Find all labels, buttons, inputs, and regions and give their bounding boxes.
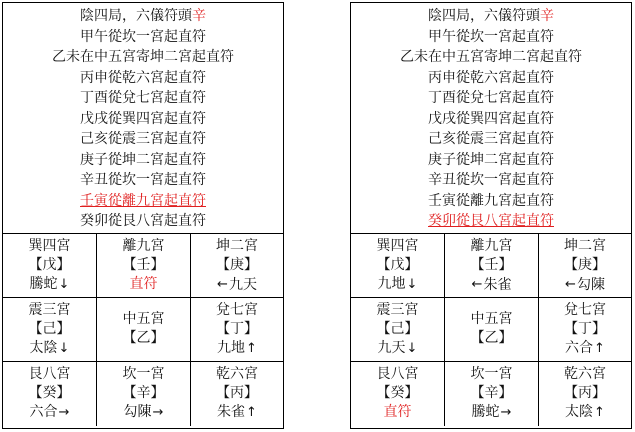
palace-star-label: 朱雀 (217, 404, 246, 420)
palace-star-label: 直符 (129, 276, 158, 292)
chart-title (351, 6, 631, 27)
palace-star-line (191, 275, 283, 295)
palace-stem: 【丙】 (564, 385, 606, 401)
chart-title-highlight: 辛 (540, 8, 554, 24)
rule-line: 甲午從坎一宮起直符 (80, 28, 206, 45)
up-arrow-icon: ↑ (594, 404, 605, 420)
up-arrow-icon: ↑ (246, 404, 257, 420)
right-arrow-icon: → (58, 404, 70, 420)
palace-star (30, 339, 70, 358)
palace-cell (97, 298, 191, 362)
rule-line: 乙未在中五宮寄坤二宮起直符 (52, 49, 234, 65)
palace-star (30, 275, 70, 294)
palace-stem: 【癸】 (28, 385, 71, 401)
palace-star (124, 403, 164, 422)
left-arrow-icon: ← (217, 277, 228, 292)
palace-star (565, 403, 605, 422)
palace-cell (3, 298, 97, 362)
palace-star-label: 朱雀 (483, 276, 512, 293)
palace-cell (445, 298, 539, 362)
palace-stem: 【壬】 (122, 257, 165, 273)
down-arrow-icon: ↓ (406, 276, 418, 292)
palace-stem: 【己】 (28, 321, 71, 337)
palace-cell (445, 362, 539, 426)
chart-title-text: 陰四局，六儀符頭 (428, 8, 540, 24)
palace-star-label: 六合 (565, 340, 594, 356)
palace-name: 乾六宮 (564, 366, 606, 382)
rule-line: 癸卯從艮八宮起直符 (80, 213, 206, 229)
palace-name: 艮八宮 (376, 366, 419, 382)
palace-cell (539, 234, 631, 298)
palace-stem: 【庚】 (564, 257, 606, 273)
palace-cell (97, 362, 191, 426)
rule-line: 甲午從坎一宮起直符 (428, 28, 554, 45)
rule-line: 丙申從乾六宮起直符 (80, 69, 206, 86)
palace-star (565, 276, 605, 295)
palace-star-line (445, 275, 538, 295)
palace-cell (351, 298, 445, 362)
palace-star (217, 339, 257, 358)
left-chart-panel (2, 2, 284, 429)
rule-line: 己亥從震三宮起直符 (80, 131, 206, 147)
palace-name: 震三宮 (376, 302, 419, 318)
palace-stem: 【戊】 (28, 257, 71, 273)
palace-stem: 【乙】 (470, 330, 513, 346)
palace-star-line (191, 339, 283, 358)
palace-name: 震三宮 (28, 302, 71, 318)
palace-star-line (97, 403, 190, 422)
palace-stem: 【己】 (376, 321, 419, 337)
rule-line: 癸卯從艮八宮起直符 (428, 213, 554, 229)
palace-cell (3, 234, 97, 298)
palace-star-line (351, 403, 444, 422)
palace-stem: 【辛】 (470, 385, 513, 401)
palace-stem: 【庚】 (216, 257, 258, 273)
rule-line: 辛丑從坎一宮起直符 (80, 172, 206, 188)
rule-line: 壬寅從離九宮起直符 (428, 192, 554, 209)
palace-name: 兌七宮 (564, 302, 606, 318)
palace-star-line (351, 275, 444, 294)
palace-star-line (539, 403, 631, 422)
palace-star-label: 九地 (217, 340, 246, 356)
palace-name: 乾六宮 (216, 366, 258, 382)
rule-line: 戊戌從巽四宮起直符 (80, 110, 206, 127)
palace-name: 巽四宮 (376, 238, 419, 254)
palace-cell (191, 234, 283, 298)
palace-star-line (97, 275, 190, 294)
rules-list (351, 3, 631, 234)
palace-stem: 【壬】 (470, 257, 513, 273)
palace-cell (191, 298, 283, 362)
palace-name: 中五宮 (470, 311, 513, 327)
chart-title-highlight: 辛 (192, 8, 206, 24)
palace-star-line (445, 403, 538, 422)
palace-star-line (191, 403, 283, 422)
palace-star-line (351, 339, 444, 358)
palace-stem: 【丁】 (564, 321, 606, 337)
palace-cell (351, 234, 445, 298)
palace-stem: 【丁】 (216, 321, 258, 337)
up-arrow-icon: ↑ (246, 340, 257, 356)
palace-star-label: 騰蛇 (29, 276, 58, 292)
palace-name: 兌七宮 (216, 302, 258, 318)
chart-title-text: 陰四局，六儀符頭 (80, 8, 192, 24)
right-arrow-icon: → (152, 404, 164, 420)
palace-name: 坎一宮 (122, 366, 165, 382)
rule-line: 丙申從乾六宮起直符 (428, 69, 554, 86)
palace-star-line (3, 403, 96, 422)
rule-line: 戊戌從巽四宮起直符 (428, 110, 554, 127)
palace-star-label: 太陰 (565, 404, 594, 420)
palace-grid (351, 234, 631, 426)
palace-star-label: 九天 (228, 276, 257, 293)
palace-star (130, 275, 158, 294)
right-arrow-icon: → (500, 404, 512, 420)
rule-line: 庚子從坤二宮起直符 (80, 151, 206, 168)
palace-star-label: 六合 (29, 404, 58, 420)
palace-star (384, 403, 412, 422)
rule-line: 丁酉從兌七宮起直符 (80, 90, 206, 106)
palace-name: 坤二宮 (564, 238, 606, 254)
rule-line: 庚子從坤二宮起直符 (428, 151, 554, 168)
palace-star-label: 勾陳 (123, 404, 152, 420)
palace-star-label: 九地 (377, 276, 406, 292)
rules-list (3, 3, 283, 234)
palace-stem: 【癸】 (376, 385, 419, 401)
palace-name: 坤二宮 (216, 238, 258, 254)
palace-name: 坎一宮 (470, 366, 513, 382)
palace-star-label: 直符 (383, 404, 412, 420)
down-arrow-icon: ↓ (406, 340, 418, 356)
palace-star-line (539, 275, 631, 295)
palace-cell (97, 234, 191, 298)
palace-star (472, 276, 512, 295)
down-arrow-icon: ↓ (58, 276, 70, 292)
palace-name: 艮八宮 (28, 366, 71, 382)
palace-stem: 【辛】 (122, 385, 165, 401)
palace-star-label: 勾陳 (576, 276, 605, 293)
palace-name: 中五宮 (122, 311, 165, 327)
palace-cell (539, 298, 631, 362)
palace-grid (3, 234, 283, 426)
palace-star-label: 九天 (377, 340, 406, 356)
palace-name: 巽四宮 (28, 238, 71, 254)
rule-line: 壬寅從離九宮起直符 (80, 192, 206, 209)
palace-cell (191, 362, 283, 426)
palace-star-label: 騰蛇 (471, 404, 500, 420)
palace-stem: 【丙】 (216, 385, 258, 401)
right-chart-panel (350, 2, 632, 429)
down-arrow-icon: ↓ (58, 340, 70, 356)
palace-star (217, 276, 257, 295)
palace-cell (539, 362, 631, 426)
palace-star-line (3, 275, 96, 294)
palace-name: 離九宮 (122, 238, 165, 254)
palace-cell (351, 362, 445, 426)
palace-cell (3, 362, 97, 426)
palace-stem: 【乙】 (122, 330, 165, 346)
left-arrow-icon: ← (565, 277, 576, 292)
left-arrow-icon: ← (471, 277, 483, 292)
up-arrow-icon: ↑ (594, 340, 605, 356)
palace-star-line (539, 339, 631, 358)
rule-line: 丁酉從兌七宮起直符 (428, 90, 554, 106)
palace-star-line (3, 339, 96, 358)
palace-stem: 【戊】 (376, 257, 419, 273)
palace-name: 離九宮 (470, 238, 513, 254)
palace-star (378, 275, 418, 294)
palace-star (472, 403, 512, 422)
chart-title (3, 6, 283, 27)
rule-line: 己亥從震三宮起直符 (428, 131, 554, 147)
palace-star (217, 403, 257, 422)
palace-star (565, 339, 605, 358)
palace-star (30, 403, 70, 422)
palace-cell (445, 234, 539, 298)
palace-star (378, 339, 418, 358)
rule-line: 乙未在中五宮寄坤二宮起直符 (400, 49, 582, 65)
rule-line: 辛丑從坎一宮起直符 (428, 172, 554, 188)
palace-star-label: 太陰 (29, 340, 58, 356)
